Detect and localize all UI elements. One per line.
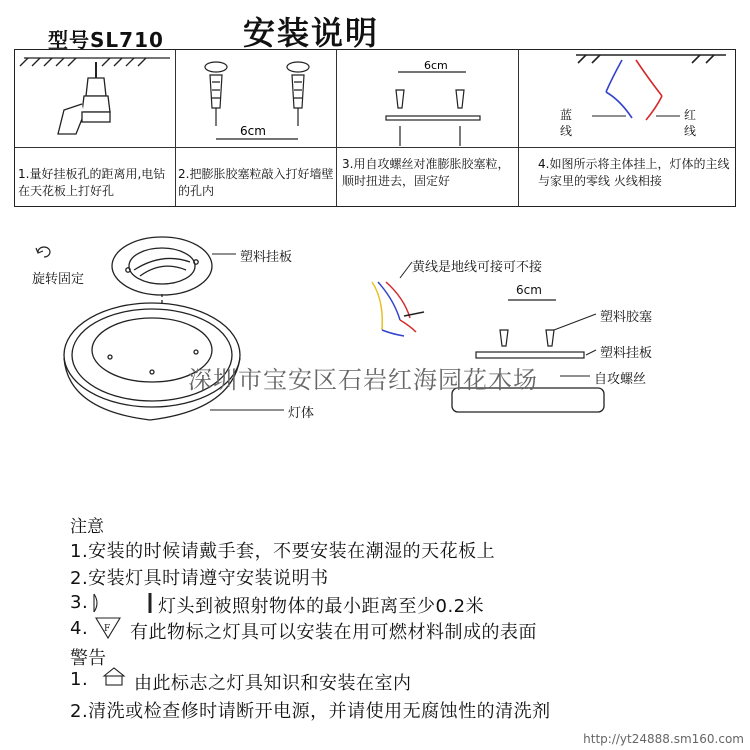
red-wire-label: 红线	[684, 108, 697, 138]
step-3-dimension: 6cm	[424, 59, 448, 72]
ground-wire-note: 黄线是地线可接可不接	[412, 260, 543, 275]
warning-item: 由此标志之灯具知识和安装在室内	[134, 673, 412, 694]
flammable-surface-icon	[96, 618, 120, 638]
lamp-body-label: 灯体	[288, 406, 315, 421]
step-2-text: 2.把膨胀胶塞粒敲入打好墙壁的孔内	[178, 167, 334, 198]
source-url: http://yt24888.sm160.com	[583, 732, 744, 746]
indoor-house-icon	[104, 668, 124, 685]
page-title: 安装说明	[243, 14, 380, 52]
model-number: 型号SL710	[48, 28, 164, 52]
distance-symbol-icon	[94, 593, 150, 613]
warning-item-number: 1.	[70, 669, 89, 690]
screw-label: 自攻螺丝	[594, 372, 647, 387]
step-2-dimension: 6cm	[240, 124, 266, 138]
notes-heading: 注意	[70, 517, 104, 537]
mount-dimension: 6cm	[516, 283, 542, 297]
note-item-number: 3.	[70, 592, 89, 613]
blue-wire-label-html: 蓝线	[560, 108, 573, 138]
note-item: 1.安装的时候请戴手套，不要安装在潮湿的天花板上	[70, 541, 496, 562]
drill-illustration	[20, 58, 170, 134]
step-1-text: 1.量好挂板孔的距离用,电钻在天花板上打好孔	[18, 167, 166, 198]
rotate-arrow-icon	[36, 247, 50, 257]
watermark-text: 深圳市宝安区石岩红海园花木场	[188, 366, 538, 394]
screw-mount-illustration	[386, 72, 480, 146]
note-item: 有此物标之灯具可以安装在用可燃材料制成的表面	[130, 622, 537, 643]
plug-label: 塑料胶塞	[600, 310, 653, 325]
svg-text:F: F	[104, 624, 111, 634]
step-4-text: 4.如图所示将主体挂上，灯体的主线与家里的零线 火线相接	[538, 157, 730, 188]
wiring-illustration	[576, 55, 726, 120]
step-3-text: 3.用自攻螺丝对准膨胀胶塞粒，顺时扭进去，固定好	[342, 157, 510, 188]
warning-item: 2.清洗或检查修时请断开电源，并请使用无腐蚀性的清洗剂	[70, 701, 551, 722]
note-item: 2.安装灯具时请遵守安装说明书	[70, 568, 329, 589]
mount-plate-label: 塑料挂板	[600, 346, 653, 361]
note-item-number: 4.	[70, 618, 89, 639]
note-item: 灯头到被照射物体的最小距离至少0.2米	[158, 596, 485, 617]
plate-label: 塑料挂板	[240, 250, 293, 265]
rotate-label: 旋转固定	[32, 272, 85, 287]
warnings-heading: 警告	[70, 648, 106, 669]
